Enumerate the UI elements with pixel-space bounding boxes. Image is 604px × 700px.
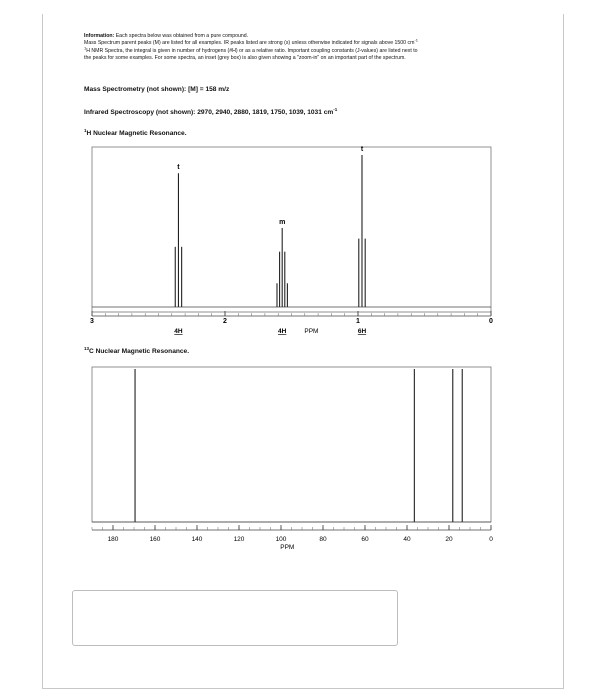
cnmr-tick-label: 160 <box>149 536 161 543</box>
cnmr-tick-label: 80 <box>319 536 327 543</box>
mass-spec-label: Mass Spectrometry (not shown): <box>84 86 187 93</box>
cnmr-tick-label: 100 <box>275 536 287 543</box>
hnmr-multiplicity-label: m <box>279 218 286 226</box>
cnmr-tick-label: 0 <box>489 536 493 543</box>
hnmr-integral-label: 4H <box>174 328 183 335</box>
hnmr-plot-frame <box>92 147 491 312</box>
hnmr-tick-label: 0 <box>489 318 493 325</box>
hnmr-multiplicity-label: t <box>177 164 180 172</box>
info-line-2-sup: -1 <box>414 37 418 43</box>
cnmr-tick-label: 140 <box>191 536 203 543</box>
ir-value: 2970, 2940, 2880, 1819, 1750, 1039, 1031 cm <box>197 109 334 117</box>
cnmr-tick-label: 120 <box>233 536 245 543</box>
cnmr-title-text: C Nuclear Magnetic Resonance. <box>89 348 190 356</box>
answer-box[interactable] <box>72 590 398 646</box>
cnmr-xlabel: PPM <box>280 544 295 551</box>
hnmr-multiplicity-label: t <box>360 146 364 153</box>
ir-unit-sup: -1 <box>333 107 338 112</box>
hnmr-title-text: H Nuclear Magnetic Resonance. <box>86 130 187 138</box>
hnmr-title-sup: 1 <box>84 128 87 133</box>
info-line-3-sup: 1 <box>84 45 87 51</box>
cnmr-tick-label: 40 <box>403 536 411 543</box>
hnmr-integral-label: 6H <box>357 328 367 335</box>
hnmr-xlabel: PPM <box>304 328 319 335</box>
cnmr-tick-label: 20 <box>445 536 453 543</box>
hnmr-integral-label: 4H <box>278 328 287 335</box>
cnmr-title-sup: 13 <box>84 346 90 351</box>
hnmr-tick-label: 2 <box>223 318 227 325</box>
cnmr-tick-label: 180 <box>107 536 119 543</box>
info-line-2: Mass Spectrum parent peaks (M) are listed for all examples. IR peaks listed are strong (s) unless otherwise indicated for signals above 1500 cm <box>84 40 415 47</box>
info-line-4: the peaks for some examples. For some spectra, an inset (grey box) is also given showing a "zoom-in" on an important part of the spectrum. <box>84 55 406 62</box>
hnmr-tick-label: 3 <box>90 318 94 325</box>
hnmr-tick-label: 1 <box>356 318 360 325</box>
info-line-3: H NMR Spectra, the integral is given in number of hydrogens (#H) or as a relative ratio. Important coupling constants (J-values) are listed next to <box>86 47 418 54</box>
mass-spec-value: [M] = 158 m/z <box>188 86 230 93</box>
cnmr-tick-label: 60 <box>361 536 369 543</box>
info-heading: Information: <box>84 33 115 39</box>
info-line-1: Each spectra below was obtained from a pure compound. <box>115 33 249 39</box>
cnmr-plot-frame <box>92 367 491 522</box>
ir-label: Infrared Spectroscopy (not shown): <box>84 109 196 117</box>
